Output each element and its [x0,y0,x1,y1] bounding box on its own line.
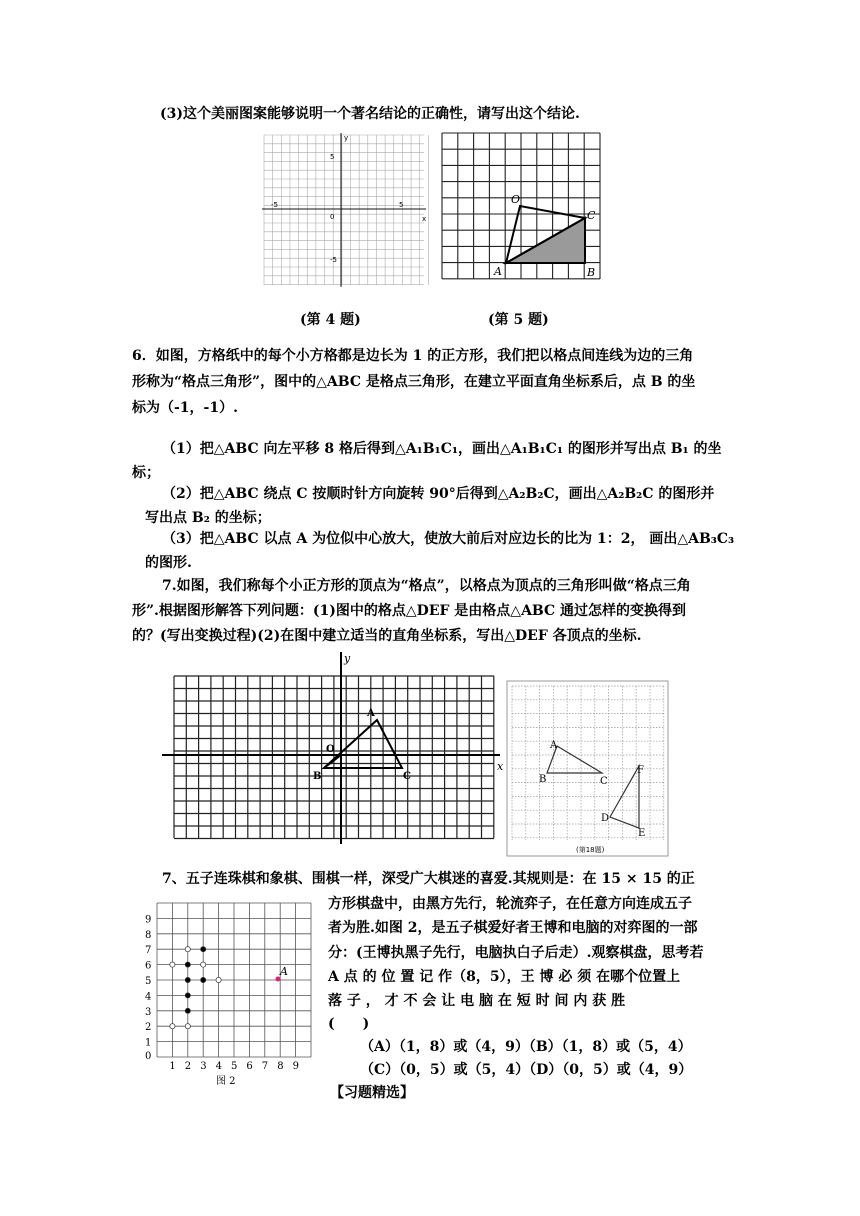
black-stone [201,977,206,982]
q8-line7: ( ) [328,1016,370,1032]
q8-line1: 7、五子连珠棋和象棋、围棋一样，深受广大棋迷的喜爱.其规则是：在 15 × 15 的正 [162,871,695,887]
white-stone [201,962,206,967]
fig6-label-c: C [403,771,411,782]
x-tick-label: 8 [277,1061,284,1072]
q8-line2: 方形棋盘中，由黑方先行，轮流弈子，在任意方向连成五子 [328,896,692,912]
white-stone [170,1024,175,1029]
q8-line4: 分：(王博执黑子先行，电脑执白子后走）.观察棋盘，思考若 [328,945,704,961]
q7-line2: 形”.根据图形解答下列问题：(1)图中的格点△DEF 是由格点△ABC 通过怎样的变换得到 [132,603,687,619]
x-tick-label: 5 [231,1061,238,1072]
white-stone [170,962,175,967]
fig5-label-c: C [587,209,596,222]
fig5-caption: (第 5 题) [488,312,549,328]
fig4-coordinate-grid [258,131,430,289]
white-stone [185,947,190,952]
y-tick-label: 8 [145,929,152,941]
fig7-label-e: E [638,828,646,839]
q6-part2-a: （2）把△ABC 绕点 C 按顺时针方向旋转 90°后得到△A₂B₂C，画出△A₂B₂C 的图形并 [162,486,715,502]
black-stone [185,1008,190,1013]
x-tick-label: 9 [292,1061,299,1072]
black-stone [201,947,206,952]
fig5-label-b: B [587,266,596,279]
x-tick-label: 3 [200,1061,207,1072]
q6-part2-b: 写出点 B₂ 的坐标； [145,510,271,526]
fig7-label-f: F [637,765,644,776]
y-tick-label: 5 [145,976,152,987]
fig4-pos-y: 5 [330,153,335,161]
fig5-label-a: A [494,265,502,278]
q6-part3-a: （3）把△ABC 以点 A 为位似中心放大，使放大前后对应边长的比为 1：2， 画出△AB₃C₃ [162,531,735,547]
q7-line3: 的？(写出变换过程)(2)在图中建立适当的直角坐标系，写出△DEF 各顶点的坐标. [132,628,642,644]
y-tick-label: 6 [145,960,152,972]
q6-part3-b: 的图形. [145,555,192,571]
fig7-label-c: C [600,776,608,787]
y-tick-label: 3 [145,1006,152,1018]
q8-options-ab: （A）（1，8）或（4，9）（B）（1，8）或（5，4） [360,1039,692,1055]
q3-text: (3)这个美丽图案能够说明一个著名结论的正确性，请写出这个结论. [160,106,580,122]
q7-line1: 7.如图，我们称每个小正方形的顶点为“格点”，以格点为顶点的三角形叫做“格点三角 [162,578,691,594]
x-tick-label: 1 [169,1061,176,1072]
x-tick-label: 7 [261,1061,269,1072]
q6-line1: 6．如图，方格纸中的每个小方格都是边长为 1 的正方形，我们把以格点间连线为边的三角 [132,348,694,364]
black-stone [185,962,190,967]
fig4-x-label: x [422,215,427,223]
fig7-label-d: D [601,813,610,824]
black-stone [185,993,190,998]
y-tick-label: 1 [145,1037,152,1049]
fig7-caption: (第18题) [576,846,605,854]
fig7-label-a: A [550,740,558,751]
q6-part1-a: （1）把△ABC 向左平移 8 格后得到△A₁B₁C₁，画出△A₁B₁C₁ 的图形并写出点 B₁ 的坐 [162,441,722,457]
fig6-x-label: x [497,760,504,773]
x-tick-label: 2 [184,1061,192,1072]
q8-options-cd: （C）（0，5）或（5，4）（D）（0，5）或（4，9） [360,1062,693,1078]
y-tick-label: 2 [145,1022,152,1034]
fig6-label-b: B [313,771,322,782]
fig4-neg-x: -5 [271,201,278,209]
y-tick-label: 9 [145,914,152,926]
fig4-neg-y: -5 [330,256,337,264]
fig5-grid-triangles [438,131,604,281]
fig6-y-label: y [344,652,351,665]
x-tick-label: 6 [246,1061,253,1072]
q8-line3: 者为胜.如图 2，是五子棋爱好者王博和电脑的对弈图的一部 [328,920,698,936]
fig2-origin: 0 [145,1051,152,1062]
y-tick-label: 4 [145,991,152,1003]
q8-section-title: 【习题精选】 [330,1085,414,1101]
q6-line2: 形称为“格点三角形”，图中的△ABC 是格点三角形，在建立平面直角坐标系后，点 B 的坐 [132,374,696,390]
fig2-point-label: A [280,965,288,978]
fig6-label-a: A [367,708,375,719]
fig7-label-b: B [539,774,547,785]
q8-line5: A 点 的 位 置 记 作（8，5），王 博 必 须 在哪个位置上 [328,969,681,985]
fig4-y-label: y [344,134,349,142]
black-stone [185,977,190,982]
white-stone [216,977,221,982]
fig6-origin-label: O [326,744,335,755]
x-tick-label: 4 [215,1061,222,1072]
q6-line3: 标为（-1，-1）. [132,400,238,416]
q8-line6: 落 子 ， 才 不 会 让 电 脑 在 短 时 间 内 获 胜 [328,993,626,1009]
fig4-origin-label: 0 [330,213,335,221]
fig4-pos-x: 5 [399,201,404,209]
fig6-coordinate-grid [160,648,506,846]
fig2-gomoku-board [140,902,320,1090]
white-stone [185,1024,190,1029]
fig7-dotted-grid [506,680,670,858]
fig4-caption: (第 4 题) [300,312,361,328]
y-tick-label: 7 [145,945,152,957]
fig5-label-o: O [511,193,521,206]
q6-part1-b: 标； [132,465,160,481]
fig2-caption: 图 2 [216,1076,236,1087]
